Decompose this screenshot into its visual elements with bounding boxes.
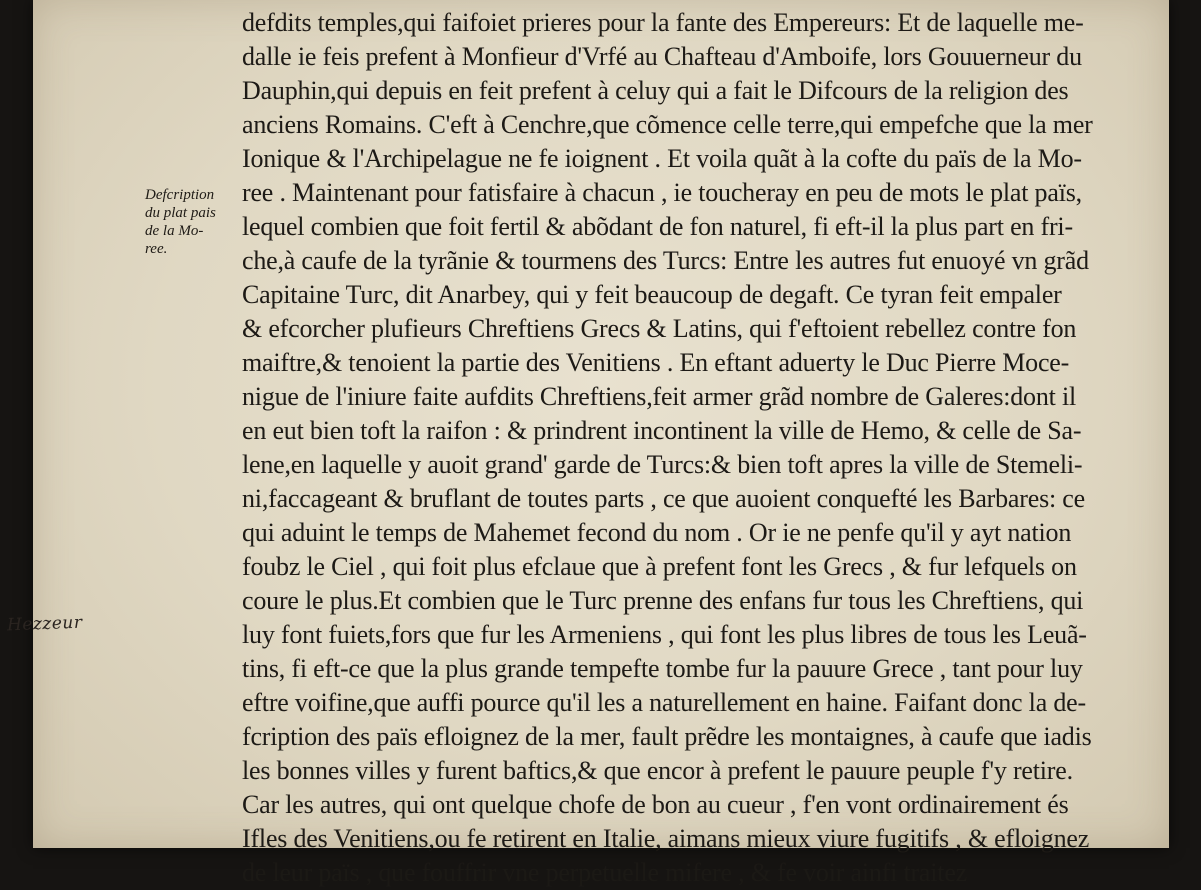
margin-note-line: Defcription — [145, 187, 215, 203]
text-line: fcription des païs efloignez de la mer, fault prẽdre les montaignes, à caufe que iadis — [242, 722, 1092, 751]
text-line: che,à caufe de la tyrãnie & tourmens des Turcs: Entre les autres fut enuoyé vn grãd — [242, 246, 1089, 275]
text-line: anciens Romains. C'eft à Cenchre,que cõmence celle terre,qui empefche que la mer — [242, 110, 1093, 139]
text-line: nigue de l'iniure faite aufdits Chreftiens,feit armer grãd nombre de Galeres:dont il — [242, 382, 1077, 411]
body-text — [242, 6, 1172, 890]
text-line: Car les autres, qui ont quelque chofe de bon au cueur , f'en vont ordinairement és — [242, 790, 1069, 819]
text-line: les bonnes villes y furent baftics,& que encor à prefent le pauure peuple f'y retire. — [242, 756, 1073, 785]
text-line: tins, fi eft-ce que la plus grande tempefte tombe fur la pauure Grece , tant pour luy — [242, 654, 1083, 683]
book-page — [33, 0, 1169, 887]
text-line: coure le plus.Et combien que le Turc prenne des enfans fur tous les Chreftiens, qui — [242, 586, 1084, 615]
text-line: luy font fuiets,fors que fur les Armeniens , qui font les plus libres de tous les Leuã- — [242, 620, 1087, 649]
margin-note — [145, 186, 245, 258]
text-line: qui aduint le temps de Mahemet fecond du nom . Or ie ne penfe qu'il y ayt nation — [242, 518, 1072, 547]
text-line: foubz le Ciel , qui foit plus efclaue que à prefent font les Grecs , & fur lefquels on — [242, 552, 1077, 581]
handwritten-annotation: Hezzeur — [6, 612, 83, 636]
text-line: ree . Maintenant pour fatisfaire à chacun , ie toucheray en peu de mots le plat païs, — [242, 178, 1082, 207]
text-line: dalle ie feis prefent à Monfieur d'Vrfé au Chafteau d'Amboife, lors Gouuerneur du — [242, 42, 1082, 71]
text-line: maiftre,& tenoient la partie des Venitiens . En eftant aduerty le Duc Pierre Moce- — [242, 348, 1070, 377]
text-line: lequel combien que foit fertil & abõdant de fon naturel, fi eft-il la plus part en fri- — [242, 212, 1073, 241]
text-line: Capitaine Turc, dit Anarbey, qui y feit beaucoup de degaft. Ce tyran feit empaler — [242, 280, 1062, 309]
margin-note-line: du plat pais — [145, 205, 216, 221]
text-line: de leur païs , que fouffrir vne perpetuelle mifere , & fe voir ainfi traitez — [242, 858, 968, 887]
text-line: Ifles des Venitiens,ou fe retirent en Italie, aimans mieux viure fugitifs , & efloignez — [242, 824, 1090, 853]
text-line: lene,en laquelle y auoit grand' garde de Turcs:& bien toft apres la ville de Stemeli- — [242, 450, 1083, 479]
text-line: Dauphin,qui depuis en feit prefent à celuy qui a fait le Difcours de la religion des — [242, 76, 1069, 105]
margin-note-line: de la Mo- — [145, 223, 204, 239]
text-line: Ionique & l'Archipelague ne fe ioignent . Et voila quãt à la cofte du païs de la Mo- — [242, 144, 1082, 173]
margin-note-line: ree. — [145, 241, 168, 257]
text-line: defdits temples,qui faifoiet prieres pour la fante des Empereurs: Et de laquelle me- — [242, 8, 1084, 37]
text-line: & efcorcher plufieurs Chreftiens Grecs & Latins, qui f'eftoient rebellez contre fon — [242, 314, 1077, 343]
text-line: en eut bien toft la raifon : & prindrent incontinent la ville de Hemo, & celle de Sa- — [242, 416, 1082, 445]
text-line: ni,faccageant & bruflant de toutes parts , ce que auoient conquefté les Barbares: ce — [242, 484, 1085, 513]
text-line: eftre voifine,que auffi pource qu'il les a naturellement en haine. Faifant donc la de- — [242, 688, 1086, 717]
